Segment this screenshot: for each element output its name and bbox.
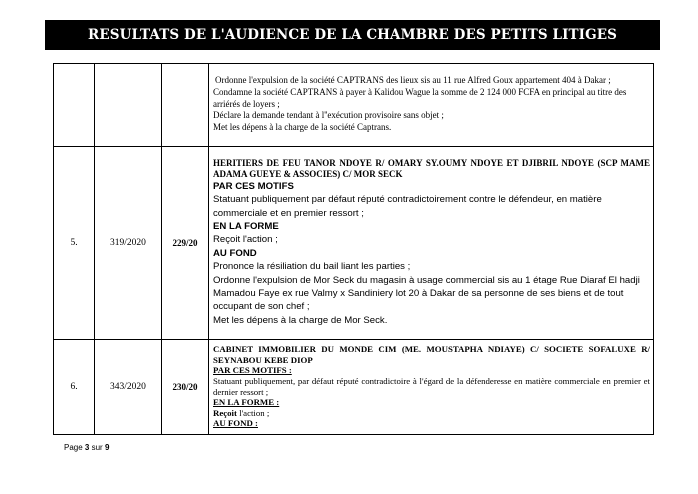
rg-number: 343/2020 [95, 340, 162, 435]
section-heading-motifs: PAR CES MOTIFS [213, 180, 294, 192]
results-table [53, 63, 654, 435]
ruling-line [213, 122, 650, 134]
ruling-line: Déclare la demande tendant à l''exécution provisoire sans objet ; [213, 110, 444, 121]
page-of: sur [91, 443, 103, 452]
decision-number: 229/20 [162, 147, 209, 340]
ruling-line-text: Met les dépens à la charge de la société Captrans. [213, 122, 392, 133]
page-total: 9 [104, 443, 110, 452]
motifs-text: Statuant publiquement par défaut réputé contradictoirement contre le défendeur, en matière commerciale et en premier ressort ; [213, 194, 602, 219]
ruling-line: Condamne la société CAPTRANS à payer à Kalidou Wague la somme de 2 124 000 FCFA en principal au titre des arriérés de loyers ; [213, 86, 627, 109]
rg-number [95, 64, 162, 147]
case-content [209, 64, 654, 147]
section-heading-fond: AU FOND [213, 247, 257, 259]
section-heading-fond: AU FOND : [213, 418, 258, 429]
section-heading-forme: EN LA FORME : [213, 397, 280, 408]
ruling-line: Met les dépens à la charge de Mor Seck. [213, 314, 388, 326]
row-number: 5. [54, 147, 95, 340]
case-parties: CABINET IMMOBILIER DU MONDE CIM (ME. MOUSTAPHA NDIAYE) C/ SOCIETE SOFALUXE R/ SEYNABOU KEBE DIOP [213, 344, 650, 365]
case-content [209, 340, 654, 435]
decision-number: 230/20 [162, 340, 209, 435]
case-parties: HERITIERS DE FEU TANOR NDOYE R/ OMARY SY.OUMY NDOYE ET DJIBRIL NDOYE (SCP MAME ADAMA GUEYE & ASSOCIES) C/ MOR SECK [213, 157, 650, 179]
page-current: 3 [84, 443, 90, 452]
section-heading-forme: EN LA FORME [213, 220, 279, 232]
table-row [54, 64, 654, 147]
forme-text: Reçoit l'action ; [213, 234, 278, 246]
motifs-text: Statuant publiquement, par défaut réputé contradictoire à l'égard de la défenderesse en matière commerciale en premier et dernier ressort ; [213, 375, 650, 397]
section-heading-motifs: PAR CES MOTIFS : [213, 365, 292, 376]
case-content [209, 147, 654, 340]
page-title: RESULTATS DE L'AUDIENCE DE LA CHAMBRE DES PETITS LITIGES [88, 27, 617, 43]
table-row [54, 147, 654, 340]
page-footer [64, 443, 109, 452]
forme-text: Reçoit l'action ; [213, 407, 270, 418]
ruling-line: Ordonne l'expulsion de la société CAPTRANS des lieux sis au 11 rue Alfred Goux appartement 404 à Dakar ; [215, 75, 611, 85]
page-label: Page [64, 443, 83, 452]
ruling-line: Ordonne l'expulsion de Mor Seck du magasin à usage commercial sis au 1 étage Rue Diaraf El hadji Mamadou Faye ex rue Valmy x Sandiniery lot 20 à Dakar de sa personne de ses biens et de tout occupant de son chef ; [213, 274, 640, 313]
table-row [54, 340, 654, 435]
decision-number [162, 64, 209, 147]
row-number: 6. [54, 340, 95, 435]
page-title-banner [45, 20, 660, 50]
row-number [54, 64, 95, 147]
rg-number: 319/2020 [95, 147, 162, 340]
ruling-line: Prononce la résiliation du bail liant les parties ; [213, 261, 411, 273]
